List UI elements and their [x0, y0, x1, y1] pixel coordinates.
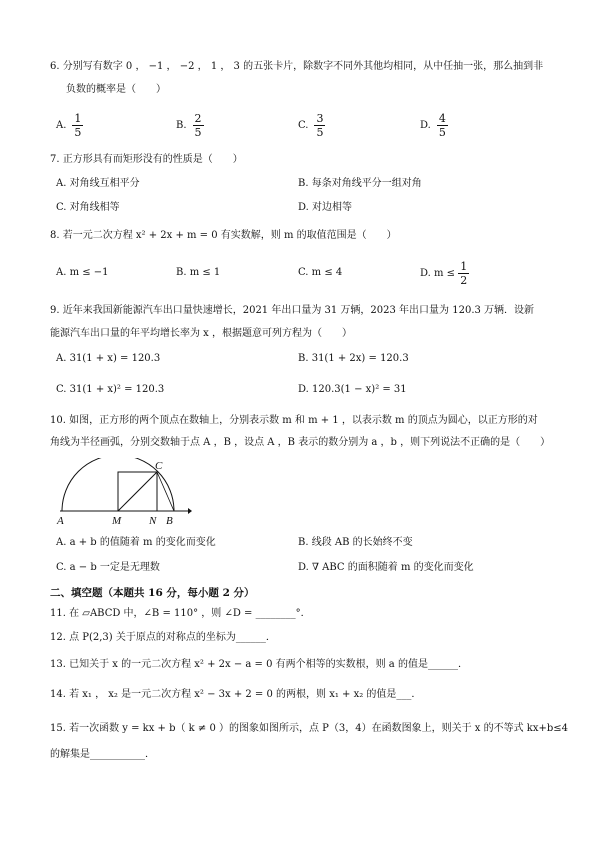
label-m: M [112, 515, 122, 527]
q15-line1: 15. 若一次函数 y = kx + b（ k ≠ 0 ）的图象如图所示，点 P（3，4）在函数图象上，则关于 x 的不等式 kx+b≤4 [50, 723, 569, 734]
q6-line1: 6. 分别写有数字 0 ， −1 ， −2 ， 1 ， 3 的五张卡片，除数字不同外其他均相同，从中任抽一张，那么抽到非 [50, 61, 544, 72]
q6-option-c[interactable]: C. $\frac{3}{5}$ [298, 112, 324, 139]
axis-arrow-icon [188, 508, 192, 514]
q9-option-b[interactable]: B. 31(1 + 2x) = 120.3 [298, 353, 409, 364]
fraction: $\frac{3}{5}$ [316, 112, 324, 139]
q7-option-c[interactable]: C. 对角线相等 [56, 202, 120, 213]
number-line-figure [52, 458, 192, 528]
q6-option-a[interactable]: A. $\frac{1}{5}$ [56, 112, 82, 139]
label-b: B [166, 515, 173, 527]
q7-option-d[interactable]: D. 对边相等 [298, 202, 353, 213]
q8-option-d[interactable]: D. m ≤ $\frac{1}{2}$ [420, 260, 468, 287]
q9-option-d[interactable]: D. 120.3(1 − x)² = 31 [298, 384, 407, 395]
diagonal [118, 472, 157, 511]
q9-option-c[interactable]: C. 31(1 + x)² = 120.3 [56, 384, 165, 395]
fraction: $\frac{1}{2}$ [460, 260, 468, 287]
fraction: $\frac{4}{5}$ [438, 112, 446, 139]
q11-text: 11. 在 ▱ABCD 中，∠B = 110° ，则 ∠D = ________°． [50, 608, 311, 619]
q10-line1: 10. 如图，正方形的两个顶点在数轴上，分别表示数 m 和 m + 1 ，以表示数 m 的顶点为圆心，以正方形的对 [50, 415, 538, 426]
q6-line2: 负数的概率是（ ） [66, 84, 166, 95]
q8-stem: 8. 若一元二次方程 x² + 2x + m = 0 有实数解，则 m 的取值范围是（ ） [50, 230, 397, 241]
q9-line1: 9. 近年来我国新能源汽车出口量快速增长，2021 年出口量为 31 万辆，2023 年出口量为 120.3 万辆．设新 [50, 305, 535, 316]
q9-line2: 能源汽车出口量的年平均增长率为 x ，根据题意可列方程为（ ） [50, 328, 352, 339]
q8-option-c[interactable]: C. m ≤ 4 [298, 267, 343, 278]
q13-text: 13. 已知关于 x 的一元二次方程 x² + 2x − a = 0 有两个相等的实数根，则 a 的值是______． [50, 659, 468, 670]
fraction: $\frac{2}{5}$ [194, 112, 202, 139]
segment-cb [157, 472, 174, 511]
q15-line2: 的解集是___________． [50, 749, 155, 760]
q10-option-c[interactable]: C. a − b 一定是无理数 [56, 562, 160, 573]
q10-option-a[interactable]: A. a + b 的值随着 m 的变化而变化 [56, 537, 216, 548]
q12-text: 12. 点 P(2,3) 关于原点的对称点的坐标为______． [50, 632, 276, 643]
fraction: $\frac{1}{5}$ [74, 112, 82, 139]
section-heading: 二、填空题（本题共 16 分，每小题 2 分） [50, 587, 255, 599]
q10-line2: 角线为半径画弧，分别交数轴于点 A ，B ，设点 A ，B 表示的数分别为 a ，b ，则下列说法不正确的是（ ） [50, 437, 551, 448]
q10-option-d[interactable]: D. ∇ ABC 的面积随着 m 的变化而变化 [298, 562, 474, 573]
label-c: C [155, 460, 163, 472]
q7-option-a[interactable]: A. 对角线互相平分 [56, 178, 140, 189]
q8-option-a[interactable]: A. m ≤ −1 [56, 267, 109, 278]
q10-option-b[interactable]: B. 线段 AB 的长始终不变 [298, 537, 413, 548]
q6-option-d[interactable]: D. $\frac{4}{5}$ [420, 112, 446, 139]
q7-stem: 7. 正方形具有而矩形没有的性质是（ ） [50, 154, 243, 165]
q8-option-b[interactable]: B. m ≤ 1 [176, 267, 221, 278]
q6-option-b[interactable]: B. $\frac{2}{5}$ [176, 112, 202, 139]
q14-text: 14. 若 x₁ ， x₂ 是一元二次方程 x² − 3x + 2 = 0 的两根，则 x₁ + x₂ 的值是___． [50, 689, 422, 700]
label-n: N [149, 515, 157, 527]
q9-option-a[interactable]: A. 31(1 + x) = 120.3 [56, 353, 161, 364]
label-a: A [57, 515, 64, 527]
q7-option-b[interactable]: B. 每条对角线平分一组对角 [298, 178, 422, 189]
